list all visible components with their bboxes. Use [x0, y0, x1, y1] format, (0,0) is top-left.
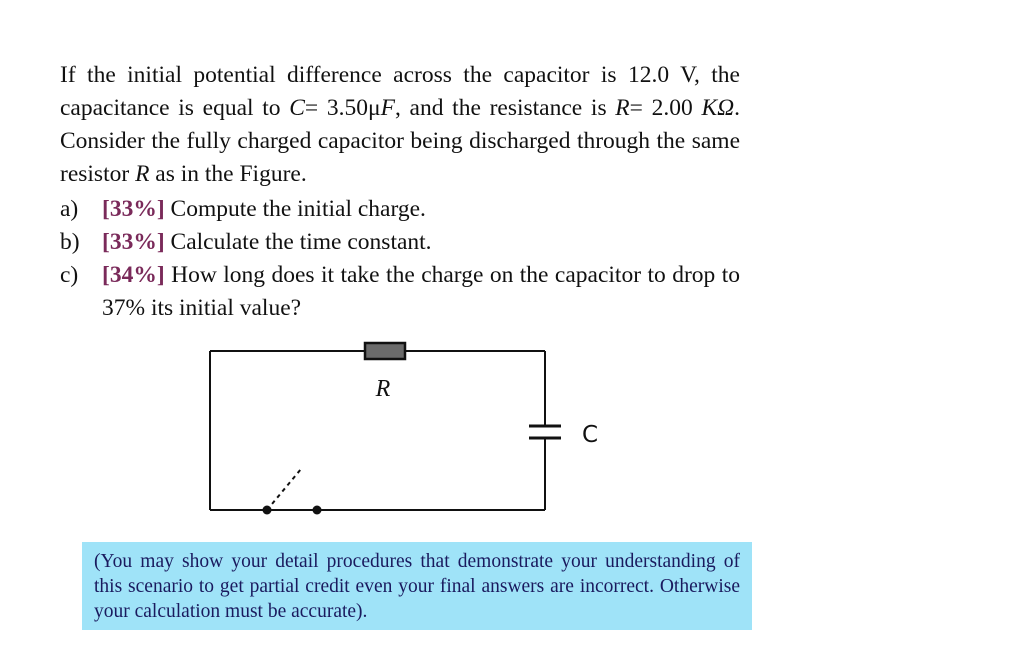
rc-circuit-diagram [195, 338, 615, 523]
question-label: a) [60, 196, 79, 222]
question-label: b) [60, 229, 80, 255]
switch-pivot [263, 506, 272, 515]
question-label: c) [60, 262, 79, 288]
resistance-symbol: R [615, 95, 630, 121]
resistance-value: = 2.00 [629, 95, 702, 121]
capacitance-symbol: C [289, 95, 305, 121]
question-weight: [34%] [102, 262, 165, 288]
instructions-note: (You may show your detail procedures that demonstrate your understanding of this scenario to get partial credit even your final answers are incorrect. Otherwise your calculation must be accurate). [82, 542, 752, 630]
question-text: Compute the initial charge. [164, 196, 426, 222]
switch-dashed-arm [267, 469, 301, 510]
question-text: How long does it take the charge on the capacitor to drop to 37% its initial value? [102, 262, 740, 321]
switch-contact [313, 506, 322, 515]
intro-text-1: If the initial potential difference across the capacitor is 12.0 V, the capacitance is equal to [60, 62, 740, 121]
resistor-symbol: R [135, 161, 150, 187]
question-body [102, 226, 740, 259]
capacitance-value: = 3.50μ [304, 95, 381, 121]
problem-statement [60, 59, 740, 191]
resistor [365, 343, 405, 359]
resistor-label: R [375, 376, 391, 402]
question-weight: [33%] [102, 196, 165, 222]
question-body [102, 193, 740, 226]
intro-text-3: . Consider the fully charged capacitor being discharged through the same resistor [60, 95, 740, 187]
capacitor-label: C [582, 422, 599, 448]
intro-text-4: as in the Figure. [149, 161, 307, 187]
capacitance-unit: F [380, 95, 395, 121]
question-body [102, 259, 740, 325]
question-weight: [33%] [102, 229, 165, 255]
question-text: Calculate the time constant. [164, 229, 432, 255]
intro-text-2: , and the resistance is [394, 95, 616, 121]
resistance-unit: KΩ [701, 95, 735, 121]
